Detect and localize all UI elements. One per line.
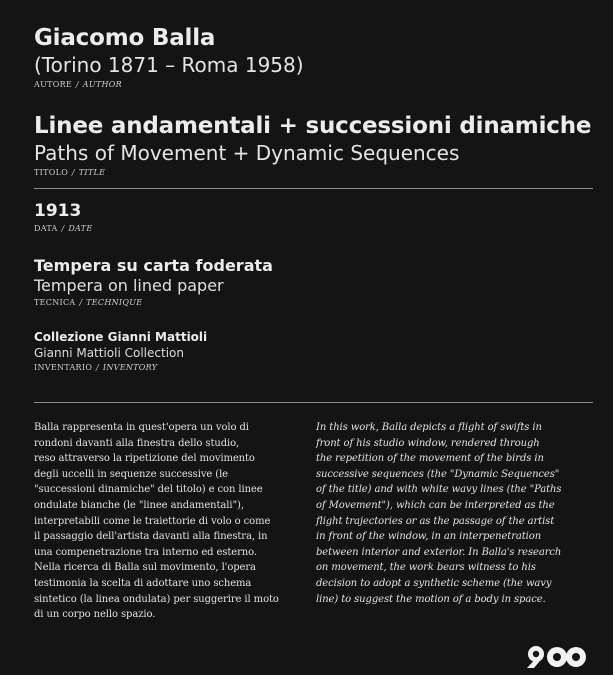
collection-it: Collezione Gianni Mattioli: [34, 330, 208, 344]
title-section: [34, 112, 593, 178]
description-line: on movement, the work bears witness to his: [316, 562, 536, 574]
description-line: reso attraverso la ripetizione del movimento: [34, 453, 255, 465]
description-line: of Movement"), which can be interpreted as the: [316, 499, 555, 511]
description-line: front of his studio window, rendered through: [316, 437, 540, 449]
description-line: il passaggio dell'artista davanti alla finestra, in: [34, 531, 268, 543]
technique-en: Tempera on lined paper: [34, 276, 224, 295]
description-line: sintetico (la linea ondulata) per suggerire il moto: [34, 593, 279, 605]
author-section: [34, 24, 593, 90]
date-label-sep: /: [61, 224, 65, 233]
artwork-title-en: Paths of Movement + Dynamic Sequences: [34, 141, 460, 165]
technique-label: [34, 297, 593, 308]
technique-section: [34, 256, 593, 308]
technique-label-sep: /: [79, 298, 83, 307]
divider-top: [34, 188, 593, 189]
title-label-it: TITOLO: [34, 168, 69, 177]
description-line: in front of the window, in an interpenetration: [316, 531, 542, 543]
description-line: In this work, Balla depicts a flight of swifts in: [316, 422, 542, 433]
date-label: [34, 223, 593, 234]
collection-label-it: INVENTARIO: [34, 363, 93, 372]
title-label-en: TITLE: [78, 168, 106, 177]
author-label-it: AUTORE: [34, 80, 73, 89]
collection-label-en: INVENTORY: [102, 363, 158, 372]
date-label-en: DATE: [68, 224, 93, 233]
description-line: Nella ricerca di Balla sul movimento, l'opera: [34, 562, 256, 574]
author-dates: (Torino 1871 – Roma 1958): [34, 53, 304, 77]
description-line: "successioni dinamiche" del titolo) e con linee: [34, 484, 263, 496]
description-line: successive sequences (the "Dynamic Sequences": [316, 468, 560, 480]
description-line: rondoni davanti alla finestra dello studio,: [34, 437, 240, 449]
description-line: of the title) and with white wavy lines (the "Paths: [316, 484, 562, 496]
description-line: una compenetrazione tra interno ed esterno.: [34, 546, 257, 558]
description-line: testimonia la scelta di adottare uno schema: [34, 577, 252, 589]
artwork-title-it: Linee andamentali + successioni dinamiche: [34, 113, 592, 139]
author-label: [34, 79, 593, 90]
description-line: interpretabili come le traiettorie di volo o come: [34, 515, 271, 527]
description-line: line) to suggest the motion of a body in space.: [316, 593, 546, 605]
900-logo-icon: [526, 646, 586, 668]
collection-label: [34, 362, 593, 373]
collection-en: Gianni Mattioli Collection: [34, 346, 184, 360]
collection-label-sep: /: [96, 363, 100, 372]
title-label: [34, 167, 593, 178]
date-section: [34, 200, 593, 234]
technique-it: Tempera su carta foderata: [34, 256, 273, 275]
artwork-date: 1913: [34, 201, 82, 221]
title-label-sep: /: [71, 168, 75, 177]
author-label-en: AUTHOR: [82, 80, 122, 89]
author-label-sep: /: [75, 80, 79, 89]
technique-label-en: TECHNIQUE: [86, 298, 143, 307]
description-line: the repetition of the movement of the birds in: [316, 453, 544, 465]
description-line: ondulate bianche (le "linee andamentali"),: [34, 499, 244, 511]
date-label-it: DATA: [34, 224, 58, 233]
technique-label-it: TECNICA: [34, 298, 76, 307]
divider-bottom: [34, 402, 593, 403]
description-line: degli uccelli in sequenze successive (le: [34, 468, 228, 480]
description-english: [316, 420, 561, 607]
description-line: di un corpo nello spazio.: [34, 609, 156, 621]
description-line: flight trajectories or as the passage of the artist: [316, 515, 555, 527]
description-line: decision to adopt a synthetic scheme (the wavy: [316, 577, 552, 589]
description-line: between interior and exterior. In Balla's research: [316, 546, 562, 558]
author-name: Giacomo Balla: [34, 25, 216, 51]
description-italian: [34, 420, 279, 623]
description-line: Balla rappresenta in quest'opera un volo di: [34, 422, 249, 433]
collection-section: [34, 329, 593, 373]
